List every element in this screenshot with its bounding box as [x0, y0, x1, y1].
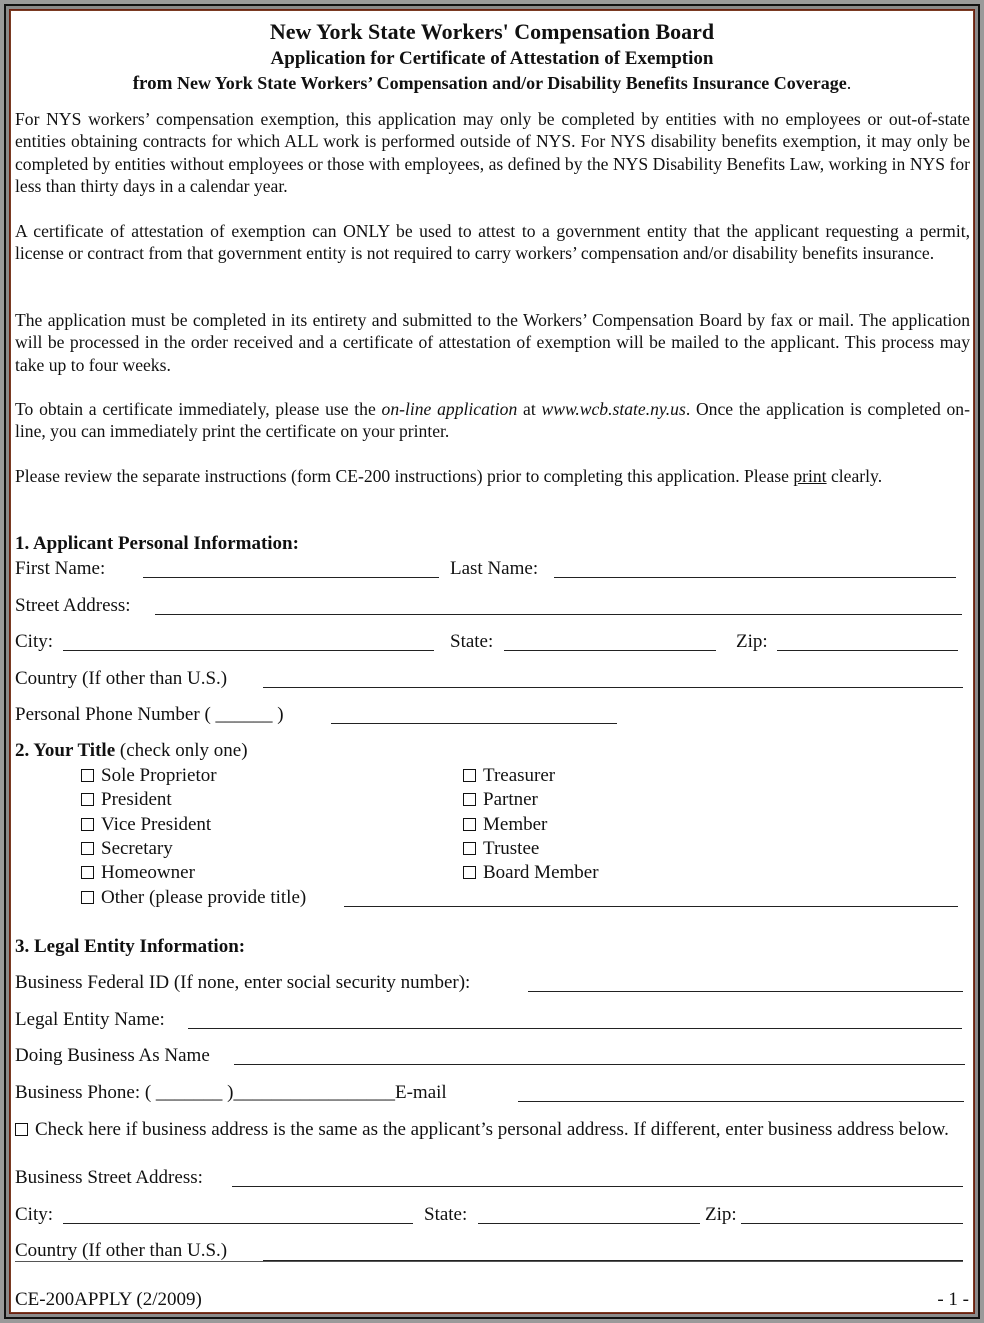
p5-text: clearly.: [826, 466, 883, 486]
print-emphasis: print: [793, 466, 827, 486]
business-street-field[interactable]: [232, 1186, 963, 1187]
checkbox[interactable]: [463, 866, 476, 879]
title-option[interactable]: [81, 862, 195, 884]
form-page: [10, 10, 974, 1313]
option-label: Board Member: [483, 862, 599, 883]
p5-text: Please review the separate instructions (form CE-200 instructions) prior to completing this application. Please: [15, 466, 794, 486]
city-label: City:: [15, 631, 54, 652]
form-subtitle-2: [11, 73, 973, 95]
option-label: Vice President: [101, 814, 212, 835]
checkbox[interactable]: [463, 842, 476, 855]
checkbox[interactable]: [463, 769, 476, 782]
section2-title: 2. Your Title: [15, 740, 116, 761]
legal-name-field[interactable]: [188, 1028, 962, 1029]
business-city-label: City:: [15, 1204, 54, 1225]
title-option[interactable]: [463, 789, 538, 811]
paragraph-4: [15, 398, 970, 443]
option-label: Homeowner: [101, 862, 195, 883]
business-state-label: State:: [424, 1204, 468, 1225]
title-option[interactable]: [463, 862, 599, 884]
checkbox[interactable]: [81, 793, 94, 806]
paragraph-5: [15, 465, 970, 487]
business-city-field[interactable]: [63, 1223, 413, 1224]
option-label: Treasurer: [483, 765, 556, 786]
title-option[interactable]: [81, 838, 173, 860]
form-title: New York State Workers' Compensation Board: [269, 19, 715, 44]
footer-divider: [15, 1261, 963, 1262]
section3-heading: 3. Legal Entity Information:: [15, 936, 246, 957]
option-label: Partner: [483, 789, 538, 810]
option-label: Member: [483, 814, 548, 835]
option-label: President: [101, 789, 172, 810]
first-name-field[interactable]: [143, 577, 439, 578]
street-label: Street Address:: [15, 595, 131, 616]
country-label: Country (If other than U.S.): [15, 668, 228, 689]
same-address-option[interactable]: [15, 1118, 955, 1142]
option-label: Sole Proprietor: [101, 765, 217, 786]
city-field[interactable]: [63, 650, 434, 651]
business-zip-field[interactable]: [741, 1223, 963, 1224]
title-option[interactable]: [81, 789, 172, 811]
section2-heading: [15, 740, 248, 762]
option-label: Trustee: [483, 838, 540, 859]
business-zip-label: Zip:: [705, 1204, 737, 1225]
fed-id-label: Business Federal ID (If none, enter social security number):: [15, 972, 471, 993]
page-number: - 1 -: [937, 1289, 969, 1310]
website-link[interactable]: www.wcb.state.ny.us: [541, 399, 686, 419]
phone-label[interactable]: Personal Phone Number ( ______ ): [15, 704, 284, 725]
checkbox[interactable]: [463, 793, 476, 806]
dba-field[interactable]: [234, 1064, 965, 1065]
last-name-field[interactable]: [554, 577, 956, 578]
section2-hint: (check only one): [115, 740, 248, 761]
first-name-label: First Name:: [15, 558, 106, 579]
state-field[interactable]: [504, 650, 716, 651]
option-label: Secretary: [101, 838, 173, 859]
checkbox[interactable]: [81, 818, 94, 831]
checkbox[interactable]: [81, 842, 94, 855]
paragraph-1: For NYS workers’ compensation exemption, this application may only be completed by entities with no employees or out-of-state entities obtaining contracts for which ALL work is performed outside of NYS. For NYS disability benefits exemption, it may only be completed by entities without employees or those with employees, as defined by the NYS Disability Benefits Law, working in NYS for less than thirty days in a calendar year.: [15, 109, 970, 197]
email-field[interactable]: [518, 1101, 964, 1102]
other-title-field[interactable]: [344, 906, 958, 907]
checkbox[interactable]: [81, 866, 94, 879]
state-label: State:: [450, 631, 494, 652]
last-name-label: Last Name:: [450, 558, 539, 579]
phone-field[interactable]: [331, 723, 617, 724]
checkbox[interactable]: [81, 769, 94, 782]
business-phone-label[interactable]: Business Phone: ( _______ )_________________E-mail: [15, 1082, 447, 1103]
business-country-label: Country (If other than U.S.): [15, 1240, 228, 1261]
paragraph-2: A certificate of attestation of exemption can ONLY be used to attest to a government entity that the applicant requesting a permit, license or contract from that government entity is not required to carry workers’ compensation and/or disability benefits insurance.: [15, 221, 970, 264]
title-option[interactable]: [81, 765, 217, 787]
period: .: [846, 73, 852, 93]
title-option[interactable]: [463, 838, 539, 860]
title-option[interactable]: [463, 765, 555, 787]
street-field[interactable]: [155, 614, 962, 615]
dba-label: Doing Business As Name: [15, 1045, 210, 1066]
same-address-checkbox[interactable]: [15, 1123, 28, 1136]
form-subtitle: Application for Certificate of Attestation of Exemption: [270, 48, 714, 69]
business-street-label: Business Street Address:: [15, 1167, 203, 1188]
title-option-other[interactable]: [81, 887, 306, 909]
zip-field[interactable]: [777, 650, 958, 651]
title-option[interactable]: [81, 814, 211, 836]
country-field[interactable]: [263, 687, 963, 688]
online-application-link[interactable]: on-line application: [381, 399, 518, 419]
from-text: New York State Workers’ Compensation and/or Disability Benefits Insurance Coverage: [176, 73, 847, 93]
fed-id-field[interactable]: [528, 991, 963, 992]
section1-heading: 1. Applicant Personal Information:: [15, 533, 299, 554]
same-address-label: Check here if business address is the same as the applicant’s personal address. If different, enter business address below.: [35, 1119, 949, 1140]
option-label: Other (please provide title): [101, 887, 307, 908]
p4-text: . Once the application is completed on-line, you can immediately print the certificate on your printer.: [15, 399, 970, 442]
form-id: CE-200APPLY (2/2009): [15, 1289, 202, 1310]
p4-text: at: [517, 399, 542, 419]
zip-label: Zip:: [736, 631, 768, 652]
checkbox[interactable]: [81, 891, 94, 904]
from-prefix: from: [132, 73, 173, 94]
legal-name-label: Legal Entity Name:: [15, 1009, 165, 1030]
paragraph-3: The application must be completed in its entirety and submitted to the Workers’ Compensation Board by fax or mail. The application will be processed in the order received and a certificate of attestation of exemption will be mailed to the applicant. This process may take up to four weeks.: [15, 310, 970, 375]
business-state-field[interactable]: [478, 1223, 700, 1224]
p4-text: To obtain a certificate immediately, please use the: [15, 399, 382, 419]
checkbox[interactable]: [463, 818, 476, 831]
title-option[interactable]: [463, 814, 547, 836]
